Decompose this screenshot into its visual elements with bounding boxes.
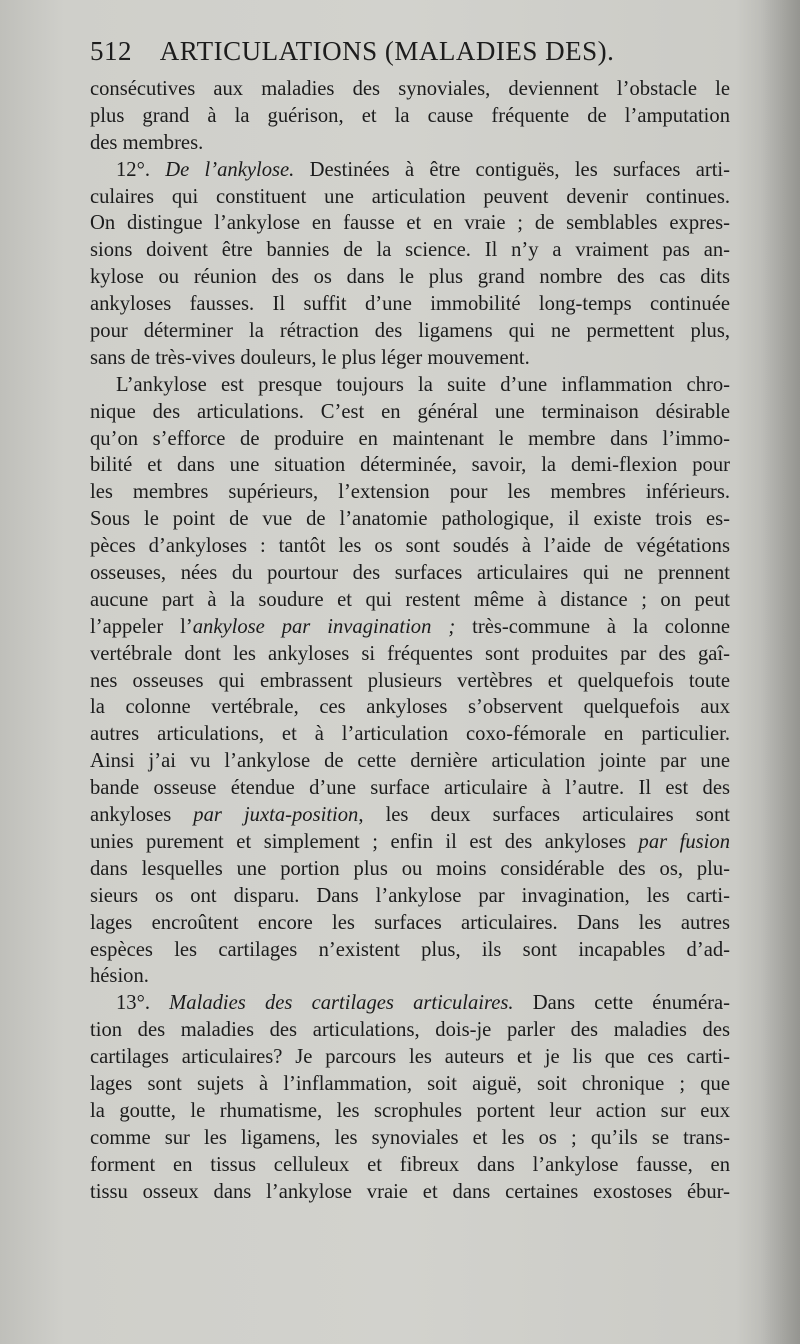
- text-line: L’ankylose est presque toujours la suite d’une inflammation chro-: [116, 373, 730, 396]
- text-line: la colonne vertébrale, ces ankyloses s’observent quelquefois aux: [90, 696, 730, 719]
- text-line: hésion.: [90, 965, 149, 988]
- running-title: ARTICULATIONS (MALADIES DES).: [159, 36, 615, 66]
- text-line: dans lesquelles une portion plus ou moins considérable des os, plu-: [90, 857, 730, 880]
- text-line: les membres supérieurs, l’extension pour les membres inférieurs.: [90, 481, 730, 504]
- text-fragment: très-commune à la colonne: [455, 615, 731, 638]
- section-line: [90, 157, 730, 184]
- text-line: consécutives aux maladies des synoviales, deviennent l’obstacle le: [90, 78, 730, 100]
- text-line: lages sont sujets à l’inflammation, soit aiguë, soit chronique ; que: [90, 1072, 730, 1095]
- section-heading: De l’ankylose.: [165, 158, 295, 181]
- text-line: Ainsi j’ai vu l’ankylose de cette dernière articulation jointe par une: [90, 750, 730, 773]
- text-line: bande osseuse étendue d’une surface articulaire à l’autre. Il est des: [90, 777, 730, 800]
- text-line: [90, 614, 730, 641]
- text-line: cartilages articulaires? Je parcours les auteurs et je lis que ces carti-: [90, 1046, 730, 1069]
- text-line: espèces les cartilages n’existent plus, ils sont incapables d’ad-: [90, 938, 730, 961]
- text-line: osseuses, nées du pourtour des surfaces articulaires qui ne prennent: [90, 562, 730, 585]
- text-line: nique des articulations. C’est en général une terminaison désirable: [90, 400, 730, 423]
- page-header: [90, 36, 730, 67]
- text-line: vertébrale dont les ankyloses si fréquentes sont produites par des gaî-: [90, 642, 730, 665]
- text-line: Sous le point de vue de l’anatomie pathologique, il existe trois es-: [90, 508, 730, 531]
- text-fragment: ankyloses: [90, 804, 194, 827]
- text-line: pèces d’ankyloses : tantôt les os sont soudés à l’aide de végétations: [90, 535, 730, 558]
- text-line: [90, 829, 730, 856]
- text-line: plus grand à la guérison, et la cause fréquente de l’amputation: [90, 104, 730, 127]
- text-fragment: unies purement et simplement ; enfin il est des ankyloses: [90, 830, 639, 853]
- text-body: [90, 76, 730, 1205]
- text-line: tion des maladies des articulations, dois-je parler des maladies des: [90, 1019, 730, 1042]
- text-fragment: l’appeler l’: [90, 615, 193, 638]
- text-line: aucune part à la soudure et qui restent même à distance ; on peut: [90, 588, 730, 611]
- italic-term: par juxta-position: [193, 804, 359, 827]
- page-edge-shadow: [760, 0, 800, 1344]
- text-line: On distingue l’ankylose en fausse et en vraie ; de semblables expres-: [90, 212, 730, 235]
- page-number: 512: [90, 36, 132, 66]
- text-fragment: Dans cette énuméra-: [532, 992, 731, 1015]
- section-line: [90, 990, 730, 1017]
- text-line: forment en tissus celluleux et fibreux dans l’ankylose fausse, en: [90, 1153, 730, 1176]
- text-line: sans de très-vives douleurs, le plus léger mouvement.: [90, 346, 530, 369]
- text-line: nes osseuses qui embrassent plusieurs vertèbres et quelquefois toute: [90, 669, 730, 692]
- text-line: qu’on s’efforce de produire en maintenant le membre dans l’immo-: [90, 427, 730, 450]
- text-line: tissu osseux dans l’ankylose vraie et dans certaines exostoses ébur-: [90, 1180, 730, 1203]
- section-number: 13°.: [116, 992, 150, 1015]
- section-number: 12°.: [116, 158, 150, 181]
- text-line: kylose ou réunion des os dans le plus grand nombre des cas dits: [90, 266, 730, 289]
- text-line: des membres.: [90, 131, 204, 154]
- text-line: sieurs os ont disparu. Dans l’ankylose par invagination, les carti-: [90, 884, 730, 907]
- text-line: culaires qui constituent une articulation peuvent devenir continues.: [90, 185, 730, 208]
- text-line: comme sur les ligamens, les synoviales et les os ; qu’ils se trans-: [90, 1126, 730, 1149]
- text-line: lages encroûtent encore les surfaces articulaires. Dans les autres: [90, 911, 730, 934]
- italic-term: ankylose par invagination ;: [192, 615, 456, 638]
- text-line: sions doivent être bannies de la science. Il n’y a vraiment pas an-: [90, 239, 730, 262]
- section-heading: Maladies des cartilages articulaires.: [169, 992, 514, 1015]
- text-line: autres articulations, et à l’articulation coxo-fémorale en particulier.: [90, 723, 730, 746]
- text-fragment: Destinées à être contiguës, les surfaces arti-: [309, 158, 731, 181]
- text-line: bilité et dans une situation déterminée, savoir, la demi-flexion pour: [90, 454, 730, 477]
- text-line: ankyloses fausses. Il suffit d’une immobilité long-temps continuée: [90, 293, 730, 316]
- text-line: [90, 802, 730, 829]
- text-fragment: , les deux surfaces articulaires sont: [358, 804, 730, 827]
- text-line: pour déterminer la rétraction des ligamens qui ne permettent plus,: [90, 320, 730, 343]
- text-line: la goutte, le rhumatisme, les scrophules portent leur action sur eux: [90, 1099, 730, 1122]
- italic-term: par fusion: [638, 830, 731, 853]
